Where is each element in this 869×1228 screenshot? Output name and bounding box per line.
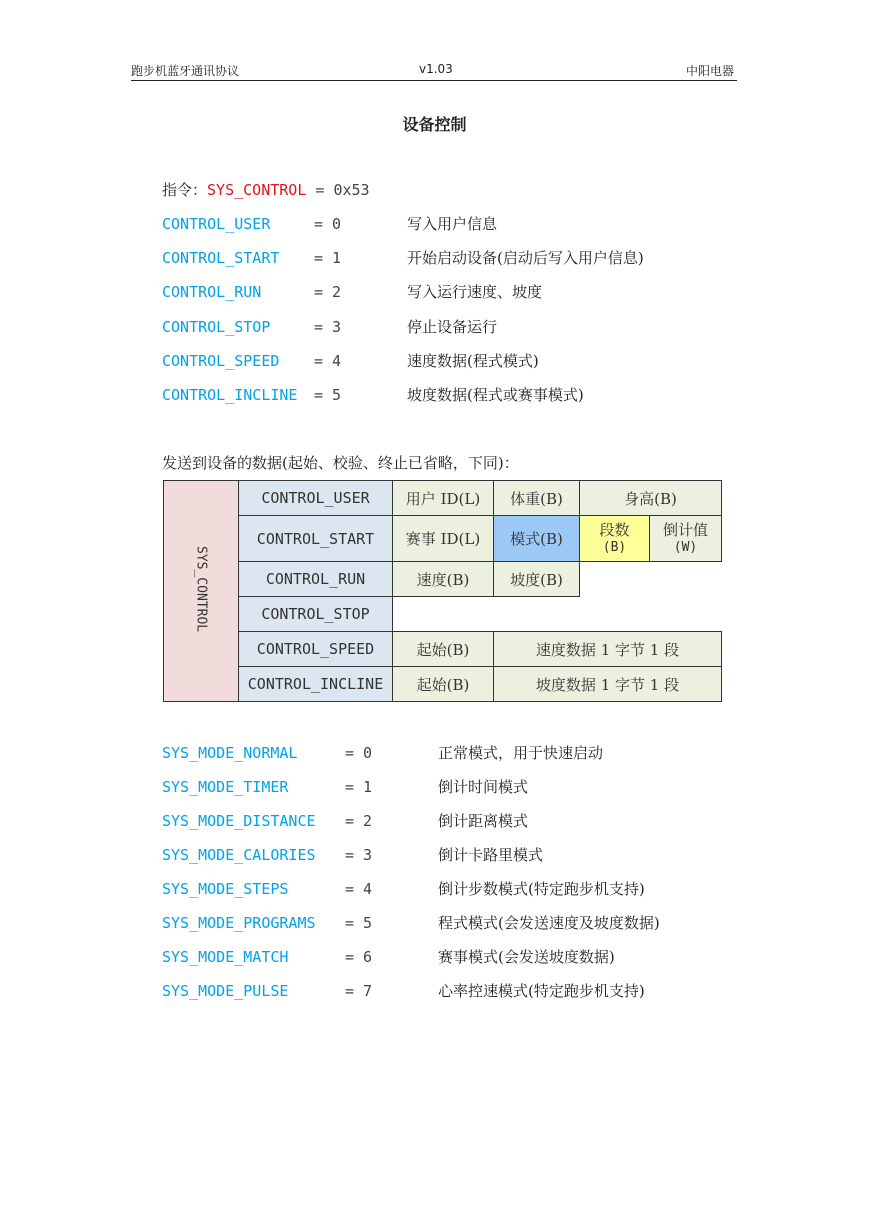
- control-value: = 0: [314, 215, 342, 233]
- control-value: = 4: [314, 352, 342, 370]
- cmd-cell: CONTROL_RUN: [239, 562, 393, 597]
- mode-desc: 赛事模式(会发送坡度数据): [438, 948, 615, 966]
- mode-name: SYS_MODE_DISTANCE: [162, 812, 316, 830]
- mode-value: = 1: [345, 778, 373, 796]
- control-desc: 速度数据(程式模式): [407, 352, 539, 370]
- cmd-cell: CONTROL_USER: [239, 481, 393, 516]
- control-name: CONTROL_STOP: [162, 318, 271, 336]
- data-cell: 起始(B): [393, 667, 494, 702]
- cmd-cell: CONTROL_INCLINE: [239, 667, 393, 702]
- data-cell: 身高(B): [580, 481, 722, 516]
- data-cell: 体重(B): [494, 481, 580, 516]
- empty-cell: [580, 562, 722, 597]
- table-row: [164, 632, 722, 667]
- table-row: [164, 667, 722, 702]
- control-value: = 3: [314, 318, 342, 336]
- page-title: 设备控制: [402, 115, 467, 134]
- data-cell: 坡度数据 1 字节 1 段: [494, 667, 722, 702]
- table-row: [164, 481, 722, 516]
- control-name: CONTROL_INCLINE: [162, 386, 298, 404]
- control-desc: 写入运行速度、坡度: [407, 283, 543, 301]
- mode-name: SYS_MODE_STEPS: [162, 880, 289, 898]
- command-value: = 0x53: [306, 181, 370, 199]
- mode-desc: 倒计卡路里模式: [438, 846, 544, 864]
- mode-value: = 4: [345, 880, 373, 898]
- mode-value: = 0: [345, 744, 373, 762]
- control-value: = 5: [314, 386, 342, 404]
- control-value: = 1: [314, 249, 342, 267]
- data-cell: 速度数据 1 字节 1 段: [494, 632, 722, 667]
- mode-value: = 5: [345, 914, 373, 932]
- control-desc: 写入用户信息: [407, 215, 498, 233]
- control-desc: 开始启动设备(启动后写入用户信息): [407, 249, 644, 267]
- header-company: 中阳电器: [686, 64, 735, 78]
- sys-control-cell: [164, 481, 239, 702]
- data-cell: 起始(B): [393, 632, 494, 667]
- empty-cell: [393, 597, 722, 632]
- command-name: SYS_CONTROL: [207, 181, 307, 199]
- mode-name: SYS_MODE_PROGRAMS: [162, 914, 316, 932]
- mode-desc: 倒计时间模式: [438, 778, 529, 796]
- table-row: [164, 562, 722, 597]
- mode-name: SYS_MODE_TIMER: [162, 778, 289, 796]
- mode-desc: 倒计步数模式(特定跑步机支持): [438, 880, 645, 898]
- control-desc: 坡度数据(程式或赛事模式): [407, 386, 584, 404]
- mode-name: SYS_MODE_NORMAL: [162, 744, 298, 762]
- control-name: CONTROL_USER: [162, 215, 271, 233]
- data-cell: 坡度(B): [494, 562, 580, 597]
- control-value: = 2: [314, 283, 342, 301]
- segments-unit: (B): [602, 539, 627, 555]
- cmd-cell: CONTROL_START: [239, 516, 393, 562]
- data-cell: 用户 ID(L): [393, 481, 494, 516]
- mode-value: = 3: [345, 846, 373, 864]
- sys-control-label: SYS_CONTROL: [193, 545, 209, 633]
- mode-value: = 6: [345, 948, 373, 966]
- segments-label: 段数: [599, 520, 630, 539]
- protocol-table: [163, 480, 722, 702]
- header-doc-title: 跑步机蓝牙通讯协议: [131, 64, 240, 78]
- mode-name: SYS_MODE_MATCH: [162, 948, 289, 966]
- data-cell: 赛事 ID(L): [393, 516, 494, 562]
- control-desc: 停止设备运行: [407, 318, 498, 336]
- mode-value: = 7: [345, 982, 373, 1000]
- command-prefix: 指令：: [162, 181, 208, 199]
- mode-desc: 正常模式，用于快速启动: [438, 744, 604, 762]
- mode-name: SYS_MODE_PULSE: [162, 982, 289, 1000]
- mode-value: = 2: [345, 812, 373, 830]
- countdown-unit: (W): [673, 539, 698, 555]
- command-line: [162, 180, 370, 200]
- table-row: [164, 597, 722, 632]
- table-row: [164, 516, 722, 562]
- mode-cell: 模式(B): [494, 516, 580, 562]
- data-cell: 速度(B): [393, 562, 494, 597]
- mode-desc: 心率控速模式(特定跑步机支持): [438, 982, 645, 1000]
- data-intro: 发送到设备的数据(起始、校验、终止已省略，下同)：: [162, 454, 519, 472]
- countdown-label: 倒计值: [663, 520, 709, 539]
- control-name: CONTROL_RUN: [162, 283, 262, 301]
- cmd-cell: CONTROL_SPEED: [239, 632, 393, 667]
- mode-name: SYS_MODE_CALORIES: [162, 846, 316, 864]
- mode-desc: 程式模式(会发送速度及坡度数据): [438, 914, 660, 932]
- control-name: CONTROL_SPEED: [162, 352, 280, 370]
- header-version: v1.03: [419, 62, 453, 76]
- segments-cell: [580, 516, 650, 562]
- header-rule: [131, 80, 737, 81]
- mode-desc: 倒计距离模式: [438, 812, 529, 830]
- control-name: CONTROL_START: [162, 249, 280, 267]
- cmd-cell: CONTROL_STOP: [239, 597, 393, 632]
- countdown-cell: [650, 516, 722, 562]
